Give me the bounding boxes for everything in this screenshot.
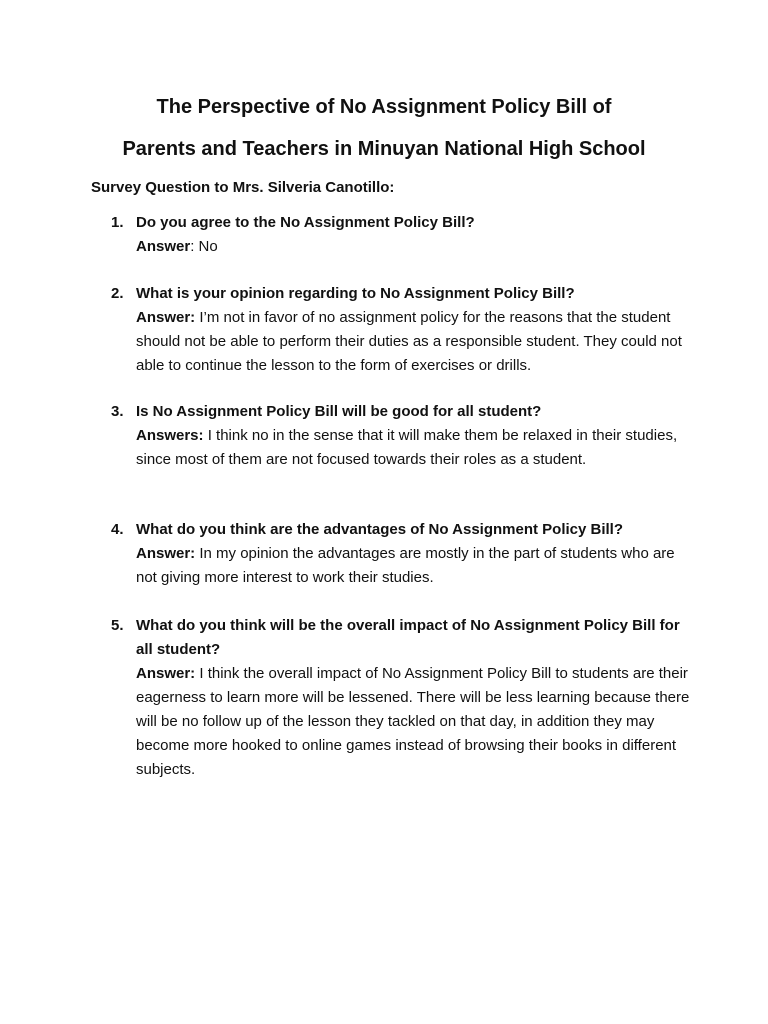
question-text-2: What is your opinion regarding to No Assignment Policy Bill?	[136, 285, 575, 302]
question-text-3: Is No Assignment Policy Bill will be good for all student?	[136, 403, 542, 420]
answer-2	[136, 306, 696, 378]
survey-heading: Survey Question to Mrs. Silveria Canotillo:	[91, 179, 395, 196]
question-number-1: 1.	[111, 214, 124, 231]
question-number-4: 4.	[111, 521, 124, 538]
answer-text-4: In my opinion the advantages are mostly in the part of students who are not giving more interest to work their studies.	[136, 545, 675, 586]
question-text-4: What do you think are the advantages of No Assignment Policy Bill?	[136, 521, 624, 538]
answer-label-4: Answer:	[136, 545, 196, 562]
answer-text-1: : No	[190, 238, 218, 255]
answer-3	[136, 424, 696, 472]
question-number-2: 2.	[111, 285, 124, 302]
answer-label-1: Answer	[136, 238, 191, 255]
answer-text-3: I think no in the sense that it will make them be relaxed in their studies, since most of them are not focused towards their roles as a student.	[136, 427, 678, 468]
document-title-line-1: The Perspective of No Assignment Policy Bill of	[156, 96, 612, 118]
question-text-5: What do you think will be the overall impact of No Assignment Policy Bill for all student?	[136, 617, 680, 658]
answer-label-3: Answers:	[136, 427, 204, 444]
answer-label-2: Answer:	[136, 309, 196, 326]
answer-5	[136, 662, 696, 782]
answer-1	[136, 235, 696, 259]
answer-text-5: I think the overall impact of No Assignment Policy Bill to students are their eagerness to learn more will be lessened. There will be less learning because there will be no follow up of the lesson they tackled on that day, in addition they may become more hooked to online games instead of browsing their books in different subjects.	[136, 665, 690, 778]
answer-4	[136, 542, 696, 590]
document-title-line-2: Parents and Teachers in Minuyan National High School	[122, 138, 646, 160]
question-number-5: 5.	[111, 617, 124, 634]
answer-label-5: Answer:	[136, 665, 196, 682]
question-text-1: Do you agree to the No Assignment Policy Bill?	[136, 214, 475, 231]
answer-text-2: I’m not in favor of no assignment policy for the reasons that the student should not be able to perform their duties as a responsible student. They could not able to continue the lesson to the form of exercises or drills.	[136, 309, 682, 374]
question-number-3: 3.	[111, 403, 124, 420]
